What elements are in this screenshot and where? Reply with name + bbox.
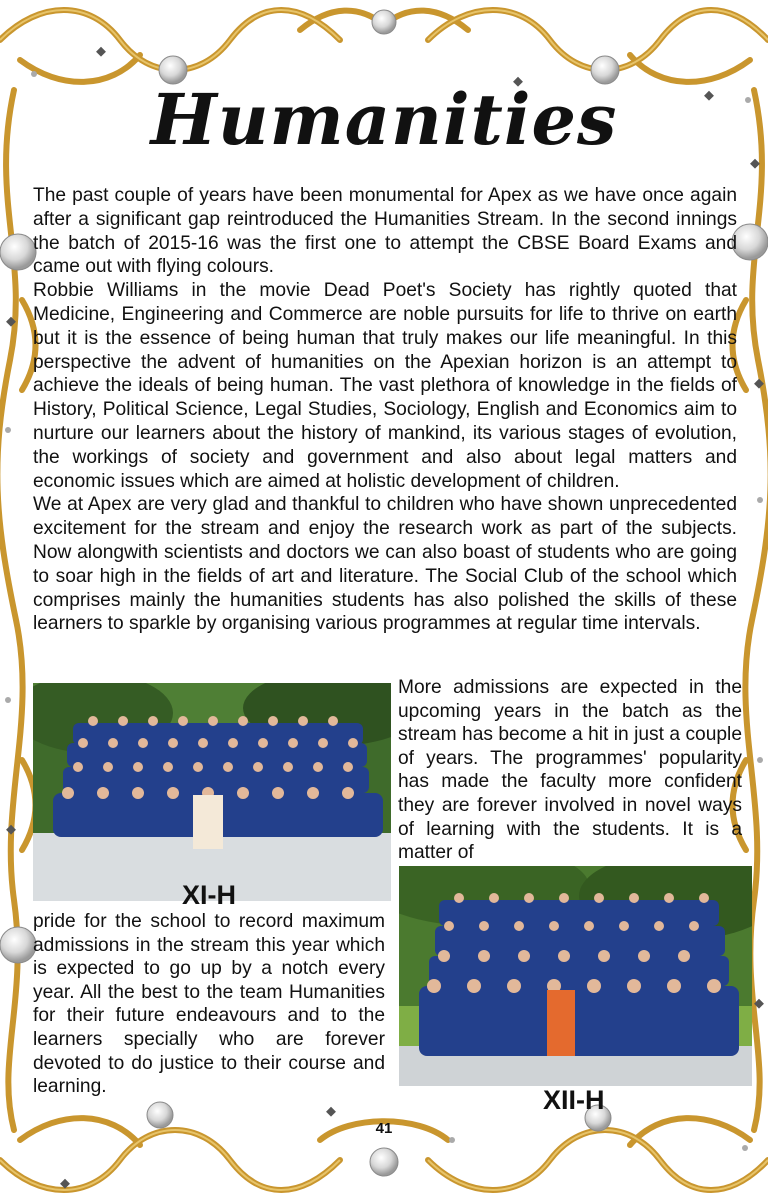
group-photo-image <box>399 866 752 1086</box>
paragraph-intro: The past couple of years have been monumental for Apex as we have once again after a significant gap reintroduced the Humanities Stream. In the second innings the batch of 2015-16 was the first one to attempt the CBSE Board Exams and came out with flying colours. <box>33 185 737 278</box>
paragraph-admissions-start: More admissions are expected in the upcoming years in the batch as the stream has become a hit in just a couple of years. The programmes' popularity has made the faculty more confident they are forever involved in novel ways of learning with the students. It is a matter of <box>398 677 742 864</box>
group-photo-image <box>33 683 391 901</box>
paragraph-quote: Robbie Williams in the movie Dead Poet's Society has rightly quoted that Medicine, Engineering and Commerce are noble pursuits for life to thrive on earth but it is the essence of being human that truly makes our life meaningful. In this perspective the advent of humanities on the Apexian horizon is an attempt to achieve the ideals of being human. The vast plethora of knowledge in the fields of History, Political Science, Legal Studies, Sociology, English and Economics aim to nurture our learners about the history of mankind, its various stages of evolution, the workings of society and government and also about legal matters and economic issues which are aimed at holistic development of children. <box>33 280 737 492</box>
photo-caption-xi-h: XI-H <box>182 880 236 910</box>
page-title: Humanities <box>150 78 618 161</box>
page-number: 41 <box>375 1120 393 1137</box>
paragraph-gratitude: We at Apex are very glad and thankful to children who have shown unprecedented excitement for the stream and enjoy the research work as part of the subjects. Now alongwith scientists and doctors we can also boast of students who are going to soar high in the fields of art and literature. The Social Club of the school which comprises mainly the humanities students has also polished the skills of these learners to sparkle by organising various programmes at regular time intervals. <box>33 494 737 635</box>
photo-caption-xii-h: XII-H <box>543 1085 605 1115</box>
article-body <box>33 184 737 636</box>
paragraph-admissions-end: pride for the school to record maximum admissions in the stream this year which is expected to go up by a notch every year. All the best to the team Humanities for their future endeavours and to the learners specially who are forever devoted to do justice to their course and learning. <box>33 911 385 1098</box>
class-photo-xii-h <box>399 866 752 1086</box>
class-photo-xi-h <box>33 683 391 901</box>
